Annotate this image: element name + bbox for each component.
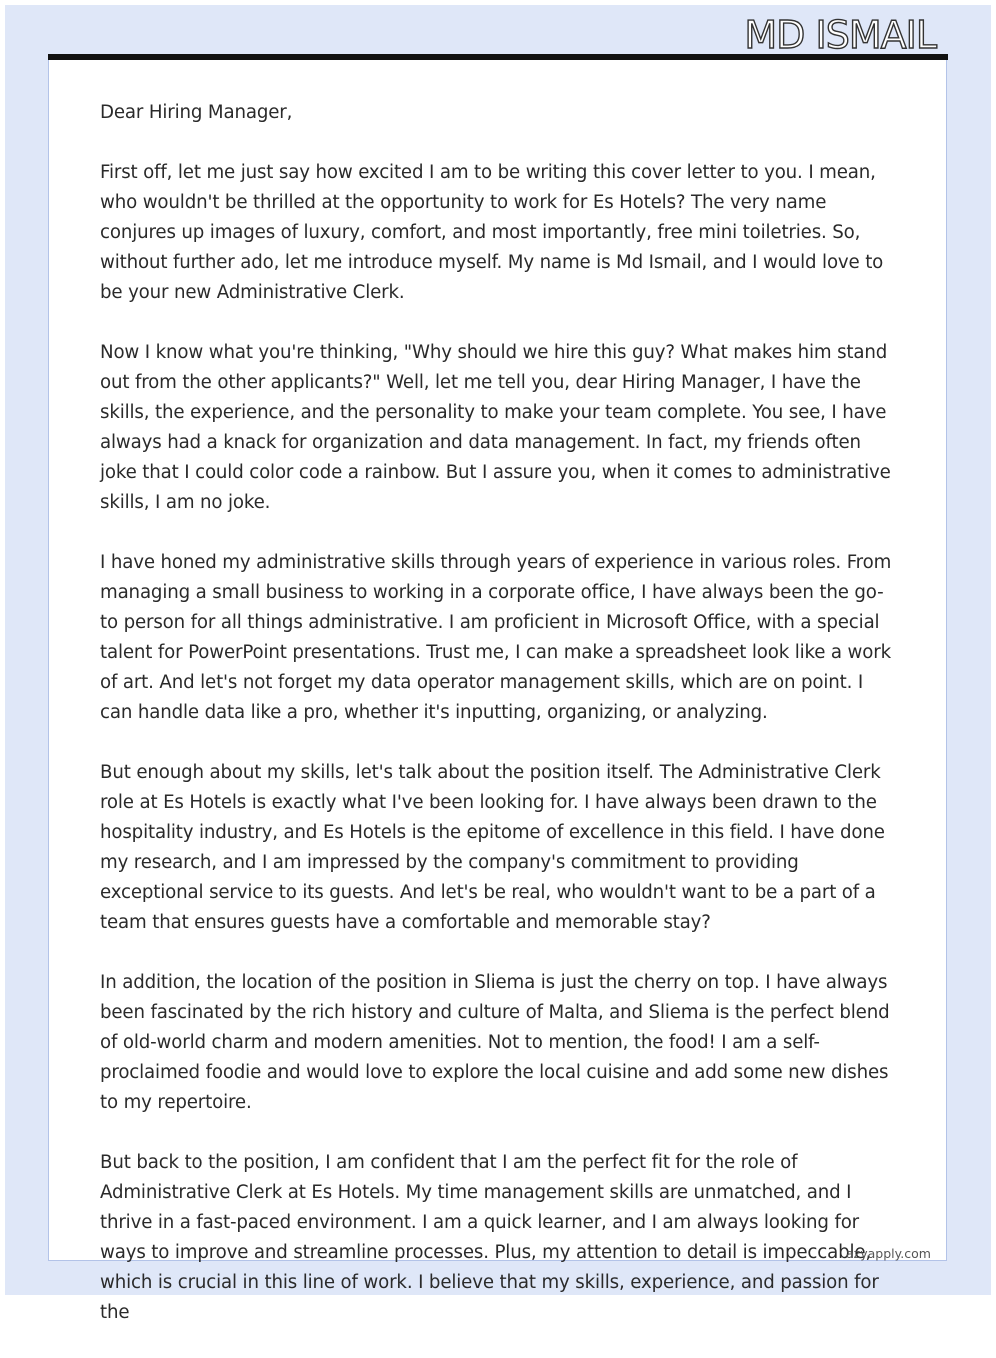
paragraph-fit: But back to the position, I am confident that I am the perfect fit for the role of Administrative Clerk at Es Hotels. My time management skills are unmatched, and I thrive in a fast-paced environment. I am a quick learner, and I am always looking for ways to improve and streamline processes. Plus, my attention to detail is impeccable, which is crucial in this line of work. I believe that my skills, experience, and passion for the <box>100 1152 879 1323</box>
paragraph-position: But enough about my skills, let's talk about the position itself. The Administrative Clerk role at Es Hotels is exactly what I've been looking for. I have always been drawn to the hospitality industry, and Es Hotels is the epitome of excellence in this field. I have done my research, and I am impressed by the company's commitment to providing exceptional service to its guests. And let's be real, who wouldn't want to be a part of a team that ensures guests have a comfortable and memorable stay? <box>100 762 885 933</box>
paragraph-intro: First off, let me just say how excited I am to be writing this cover letter to you. I mean, who wouldn't be thrilled at the opportunity to work for Es Hotels? The very name conjures up images of luxury, comfort, and most importantly, free mini toiletries. So, without further ado, let me introduce myself. My name is Md Ismail, and I would love to be your new Administrative Clerk. <box>100 162 884 303</box>
paragraph-why-hire: Now I know what you're thinking, "Why should we hire this guy? What makes him stand out from the other applicants?" Well, let me tell you, dear Hiring Manager, I have the skills, the experience, and the personality to make your team complete. You see, I have always had a knack for organization and data management. In fact, my friends often joke that I could color code a rainbow. But I assure you, when it comes to administrative skills, I am no joke. <box>100 342 891 513</box>
applicant-name-heading: MD ISMAIL <box>744 13 936 57</box>
watermark-text: azyapply.com <box>846 1246 931 1261</box>
cover-letter-body <box>100 98 900 1358</box>
paragraph-location: In addition, the location of the position in Sliema is just the cherry on top. I have always been fascinated by the rich history and culture of Malta, and Sliema is the perfect blend of old-world charm and modern amenities. Not to mention, the food! I am a self-proclaimed foodie and would love to explore the local cuisine and add some new dishes to my repertoire. <box>100 972 890 1113</box>
paragraph-experience: I have honed my administrative skills through years of experience in various roles. From managing a small business to working in a corporate office, I have always been the go-to person for all things administrative. I am proficient in Microsoft Office, with a special talent for PowerPoint presentations. Trust me, I can make a spreadsheet look like a work of art. And let's not forget my data operator management skills, which are on point. I can handle data like a pro, whether it's inputting, organizing, or analyzing. <box>100 552 892 723</box>
salutation: Dear Hiring Manager, <box>100 102 293 123</box>
